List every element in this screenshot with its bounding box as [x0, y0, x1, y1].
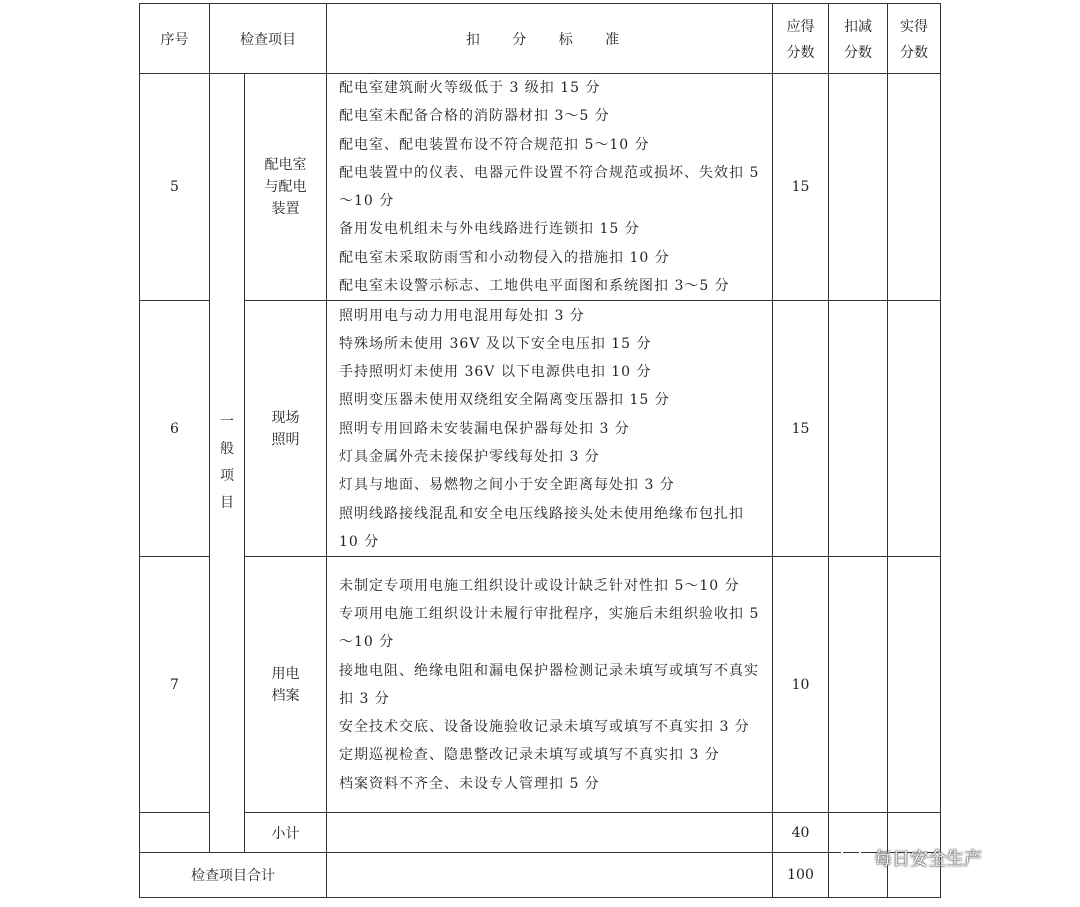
header-deduct: 扣减 分数 [829, 4, 888, 74]
watermark [840, 845, 982, 871]
row-score: 10 [773, 557, 829, 813]
row-category: 现场 照明 [245, 301, 327, 557]
subtotal-criteria [327, 813, 773, 853]
row-deduct [829, 557, 888, 813]
row-seq: 5 [140, 74, 210, 301]
total-criteria [327, 853, 773, 898]
row-actual [888, 557, 941, 813]
table-row [140, 301, 941, 557]
header-standard: 扣 分 标 准 [327, 4, 773, 74]
row-criteria: 配电室建筑耐火等级低于 3 级扣 15 分 配电室未配备合格的消防器材扣 3～5 分 配电室、配电装置布设不符合规范扣 5～10 分 配电装置中的仪表、电器元件设置不符合规范或损坏、失效扣 5～10 分 备用发电机组未与外电线路进行连锁扣 15 分 配电室未采取防雨雪和小动物侵入的措施扣 10 分 配电室未设警示标志、工地供电平面图和系统图扣 3～5 分 [327, 74, 773, 301]
header-seq: 序号 [140, 4, 210, 74]
subtotal-label: 小计 [245, 813, 327, 853]
row-score: 15 [773, 74, 829, 301]
subtotal-seq [140, 813, 210, 853]
watermark-text: 每日安全生产 [874, 849, 982, 870]
total-row [140, 853, 941, 898]
subtotal-row [140, 813, 941, 853]
row-deduct [829, 74, 888, 301]
inspection-table [139, 3, 941, 898]
table-row [140, 74, 941, 301]
subtotal-score: 40 [773, 813, 829, 853]
table-row [140, 557, 941, 813]
header-actual: 实得 分数 [888, 4, 941, 74]
row-actual [888, 74, 941, 301]
row-criteria: 未制定专项用电施工组织设计或设计缺乏针对性扣 5～10 分 专项用电施工组织设计未履行审批程序，实施后未组织验收扣 5～10 分 接地电阻、绝缘电阻和漏电保护器检测记录未填写或填写不真实扣 3 分 安全技术交底、设备设施验收记录未填写或填写不真实扣 3 分 定期巡视检查、隐患整改记录未填写或填写不真实扣 3 分 档案资料不齐全、未设专人管理扣 5 分 [327, 557, 773, 813]
header-item: 检查项目 [210, 4, 327, 74]
total-label: 检查项目合计 [140, 853, 327, 898]
row-seq: 7 [140, 557, 210, 813]
header-due: 应得 分数 [773, 4, 829, 74]
row-category: 用电 档案 [245, 557, 327, 813]
group-label: 一 般 项 目 [210, 74, 245, 853]
row-seq: 6 [140, 301, 210, 557]
header-row [140, 4, 941, 74]
total-score: 100 [773, 853, 829, 898]
row-actual [888, 301, 941, 557]
row-score: 15 [773, 301, 829, 557]
row-criteria: 照明用电与动力用电混用每处扣 3 分 特殊场所未使用 36V 及以下安全电压扣 15 分 手持照明灯未使用 36V 以下电源供电扣 10 分 照明变压器未使用双绕组安全隔离变压器扣 15 分 照明专用回路未安装漏电保护器每处扣 3 分 灯具金属外壳未接保护零线每处扣 3 分 灯具与地面、易燃物之间小于安全距离每处扣 3 分 照明线路接线混乱和安全电压线路接头处未使用绝缘布包扎扣 10 分 [327, 301, 773, 557]
wechat-icon [840, 846, 870, 870]
row-deduct [829, 301, 888, 557]
row-category: 配电室 与配电 装置 [245, 74, 327, 301]
